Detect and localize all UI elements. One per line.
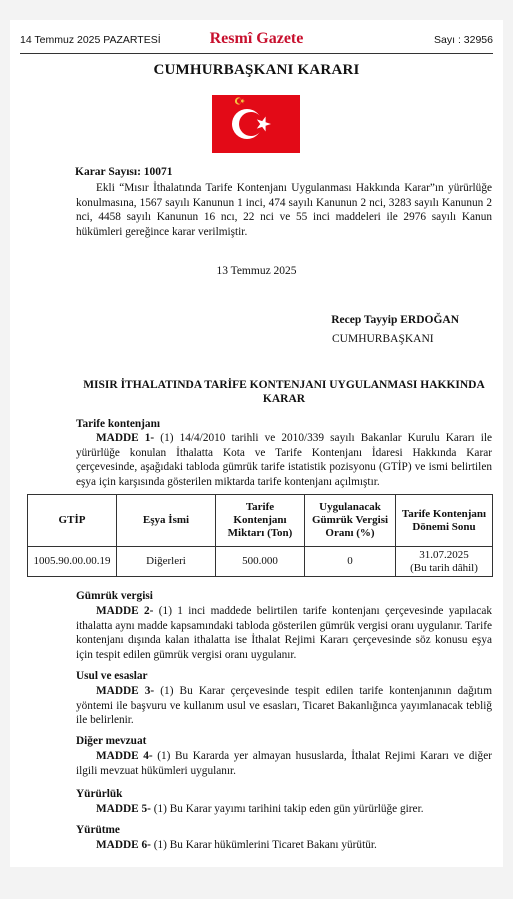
article-2-label: MADDE 2- [96,605,154,617]
publication-date: 14 Temmuz 2025 PAZARTESİ [20,34,161,46]
regulation-title: MISIR İTHALATINDA TARİFE KONTENJANI UYGULANMASI HAKKINDA KARAR [83,379,485,405]
document-title: CUMHURBAŞKANI KARARI [153,62,360,78]
article-1-label: MADDE 1- [96,432,155,444]
article-5-text: (1) Bu Karar yayımı tarihini takip eden gün yürürlüğe girer. [150,803,424,815]
gazette-header [20,32,493,50]
period-end-note: (Bu tarih dâhil) [410,561,478,574]
signer-title: CUMHURBAŞKANI [332,333,434,345]
cell-item-name: Diğerleri [117,547,216,577]
turkish-flag-icon [212,95,300,153]
article-1-text: (1) 14/4/2010 tarihli ve 2010/339 sayılı Bakanlar Kurulu Kararı ile yürürlüğe konulan İthalatta Kota ve Tarife Kontenjanı İdaresi Hakkında Karar çerçevesinde, aşağıdaki tabloda gümrük tarife istatistik pozisyonu (GTİP) ve ismi belirtilen eşya için karşısında gösterilen miktarda tarife kontenjanı açılmıştır. [76,432,492,488]
article-6-body [76,838,492,853]
period-end-date: 31.07.2025 [419,549,469,561]
col-duty-rate: Uygulanacak Gümrük Vergisi Oranı (%) [305,495,396,547]
article-3-text: (1) Bu Karar çerçevesinde tespit edilen tarife kontenjanının dağıtım yöntemi ile başvuru ve kullanım usul ve esasları, Ticaret Bakanlığınca yayımlanacak tebliğ ile belirlenir. [76,685,492,727]
cell-quota-amount: 500.000 [216,547,305,577]
article-1-body [76,431,492,489]
article-6-text: (1) Bu Karar hükümlerini Ticaret Bakanı yürütür. [150,839,377,851]
article-5-body [76,802,492,817]
issue-number: Sayı : 32956 [434,34,493,46]
article-4-heading: Diğer mevzuat [76,735,147,747]
article-6-heading: Yürütme [76,824,120,836]
quota-table [27,494,493,577]
gazette-page [10,20,503,867]
article-3-body [76,684,492,728]
preamble: Ekli “Mısır İthalatında Tarife Kontenjanı Uygulanması Hakkında Karar”ın yürürlüğe konulmasına, 1567 sayılı Kanunun 1 inci, 474 sayılı Kanunun 2 nci, 3283 sayılı Kanunun 2 nci, 4458 sayılı Kanunun 16 ncı, 22 nci ve 55 inci maddeleri ile 2976 sayılı Kanun hükümleri gereğince karar verilmiştir. [76,182,492,238]
article-1-heading: Tarife kontenjanı [76,418,161,430]
col-gtip: GTİP [28,495,117,547]
article-2-body [76,604,492,662]
article-2-heading: Gümrük vergisi [76,590,153,602]
cell-period-end [396,547,493,577]
article-2-text: (1) 1 inci maddede belirtilen tarife kontenjanı çerçevesinde yapılacak ithalatta aynı madde kapsamındaki tabloda gösterilen gümrük vergisi oranı uygulanır. Tarife kontenjanı dışında kalan ithalatta ise İthalat Rejimi Kararı çerçevesinde söz konusu eşya için tespit edilen gümrük vergisi oranı uygulanır. [76,605,492,661]
decision-number: Karar Sayısı: 10071 [75,166,173,178]
signing-date: 13 Temmuz 2025 [216,265,297,277]
col-item-name: Eşya İsmi [117,495,216,547]
gazette-name: Resmî Gazete [209,30,304,47]
article-6-label: MADDE 6- [96,839,151,851]
article-5-heading: Yürürlük [76,788,123,800]
article-5-label: MADDE 5- [96,803,151,815]
article-4-text: (1) Bu Kararda yer almayan hususlarda, İthalat Rejimi Kararı ve diğer ilgili mevzuat hükümleri uygulanır. [76,750,492,777]
header-divider [20,53,493,54]
col-quota-amount: Tarife Kontenjanı Miktarı (Ton) [216,495,305,547]
col-period-end: Tarife Kontenjanı Dönemi Sonu [396,495,493,547]
article-4-body [76,749,492,778]
article-3-label: MADDE 3- [96,685,155,697]
article-3-heading: Usul ve esaslar [76,670,148,682]
table-header-row [28,495,493,547]
cell-gtip: 1005.90.00.00.19 [28,547,117,577]
article-4-label: MADDE 4- [96,750,153,762]
table-row [28,547,493,577]
signer-name: Recep Tayyip ERDOĞAN [331,314,459,326]
cell-duty-rate: 0 [305,547,396,577]
